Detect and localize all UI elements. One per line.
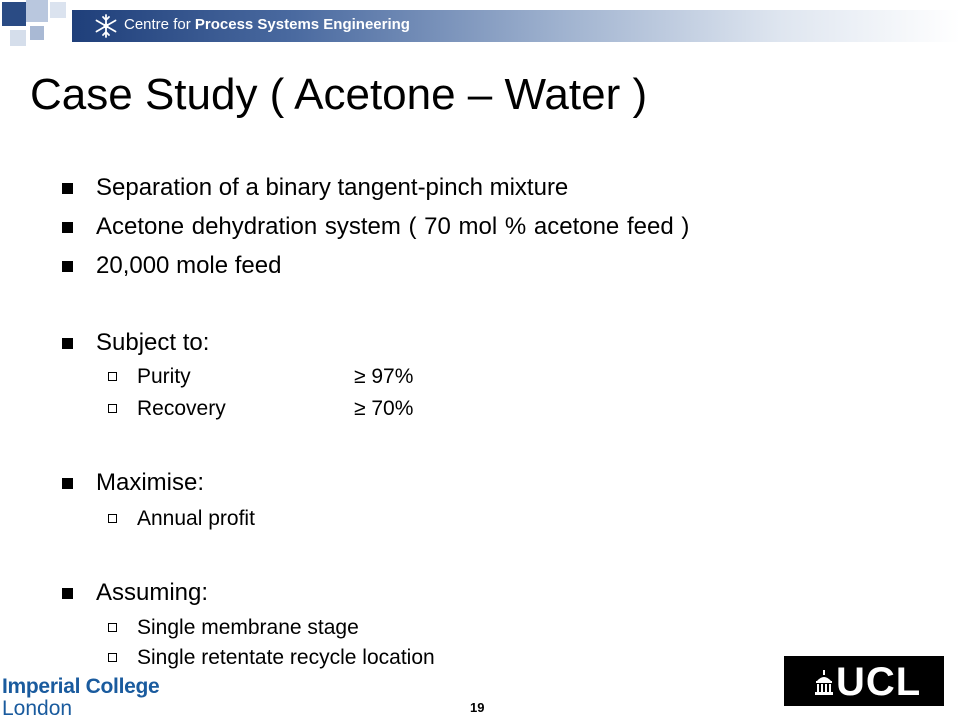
hollow-bullet-icon bbox=[108, 653, 117, 662]
ucl-logo-text: UCL bbox=[836, 660, 922, 704]
bullet-square-icon bbox=[62, 261, 73, 272]
bullet-square-icon bbox=[62, 222, 73, 233]
sub-bullet-text: Single membrane stage bbox=[137, 616, 359, 639]
org-name-bold: Process Systems Engineering bbox=[194, 16, 410, 33]
page-number: 19 bbox=[470, 700, 485, 715]
bullet-text: Subject to: bbox=[96, 329, 210, 356]
bullet-text: Assuming: bbox=[96, 579, 209, 606]
bullet-square-icon bbox=[62, 588, 73, 599]
ucl-portico-icon bbox=[812, 668, 836, 698]
constraint-value: ≥ 97% bbox=[354, 365, 414, 388]
sub-bullet-text: Recovery bbox=[137, 397, 226, 420]
imperial-college-logo bbox=[2, 676, 159, 720]
hollow-bullet-icon bbox=[108, 404, 117, 413]
sub-bullet-text: Purity bbox=[137, 365, 191, 388]
bullet-square-icon bbox=[62, 183, 73, 194]
bullet-text: Acetone dehydration system ( 70 mol % acetone feed ) bbox=[96, 213, 690, 240]
bullet-text: Maximise: bbox=[96, 469, 205, 496]
bullet-text: 20,000 mole feed bbox=[96, 252, 282, 279]
sub-bullet-text: Annual profit bbox=[137, 507, 255, 530]
hollow-bullet-icon bbox=[108, 372, 117, 381]
hollow-bullet-icon bbox=[108, 514, 117, 523]
hollow-bullet-icon bbox=[108, 623, 117, 632]
bullet-square-icon bbox=[62, 478, 73, 489]
page-title: Case Study ( Acetone – Water ) bbox=[30, 70, 648, 119]
sub-bullet-text: Single retentate recycle location bbox=[137, 646, 435, 669]
org-prefix: Centre for bbox=[124, 16, 191, 33]
imperial-logo-line1: Imperial College bbox=[2, 675, 160, 698]
bullet-text: Separation of a binary tangent-pinch mixture bbox=[96, 174, 569, 201]
imperial-logo-line2: London bbox=[2, 697, 73, 720]
constraint-value: ≥ 70% bbox=[354, 397, 414, 420]
bullet-square-icon bbox=[62, 338, 73, 349]
